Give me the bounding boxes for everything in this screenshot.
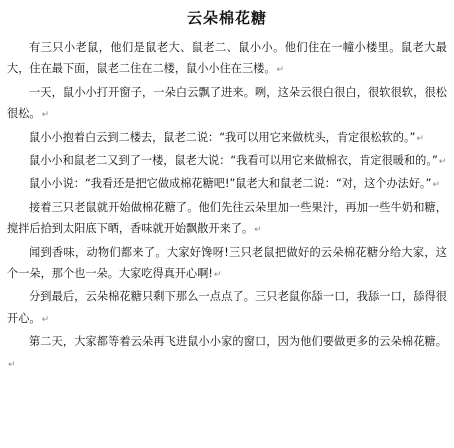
paragraph [7, 242, 447, 287]
paragraph-return-icon: ↵ [416, 133, 424, 144]
paragraph-text: 一天，鼠小小打开窗子，一朵白云飘了进来。咧，这朵云很白很白，很软很软，很松很松。 [7, 85, 447, 121]
paragraph [7, 331, 447, 376]
paragraph-text: 分到最后，云朵棉花糖只剩下那么一点点了。三只老鼠你舔一口，我舔一口，舔得很开心。 [7, 290, 447, 325]
paragraph [7, 286, 447, 331]
paragraph [7, 197, 447, 242]
paragraph-return-icon: ↵ [41, 314, 50, 325]
paragraph-return-icon: ↵ [213, 270, 222, 281]
paragraph [7, 150, 447, 173]
paragraph-return-icon: ↵ [41, 110, 50, 121]
paragraph [7, 37, 447, 82]
paragraph-text: 闻到香味，动物们都来了。大家好馋呀!三只老鼠把做好的云朵棉花糖分给大家，这个一朵，那个也一朵。大家吃得真开心啊! [7, 245, 447, 281]
paragraph-text: 鼠小小说：“我看还是把它做成棉花糖吧!”鼠老大和鼠老二说：“对，这个办法好。” [29, 177, 432, 191]
paragraph-text: 鼠小小和鼠老二又到了一楼，鼠老大说：“我看可以用它来做棉衣，肯定很暖和的。” [29, 154, 438, 168]
paragraph-return-icon: ↵ [438, 157, 447, 168]
paragraph [7, 127, 447, 150]
paragraph-return-icon: ↵ [432, 180, 440, 191]
paragraph-return-icon: ↵ [254, 225, 262, 236]
paragraph-text: 鼠小小抱着白云到二楼去，鼠老二说：“我可以用它来做枕头，肯定很松软的。” [29, 130, 416, 144]
paragraph-text: 有三只小老鼠，他们是鼠老大、鼠老二、鼠小小。他们住在一幢小楼里。鼠老大最大，住在最下面，鼠老二住在二楼，鼠小小住在三楼。 [7, 41, 447, 76]
document-title: 云朵棉花糖 [186, 9, 267, 27]
paragraph [7, 173, 447, 196]
paragraph-return-icon: ↵ [8, 359, 16, 370]
paragraph-text: 接着三只老鼠就开始做棉花糖了。他们先往云朵里加一些果汁，再加一些牛奶和糖，搅拌后拾到太阳底下晒，香味就开始飘散开来了。 [7, 200, 447, 236]
paragraph-text: 第二天，大家都等着云朵再飞进鼠小小家的窗口，因为他们要做更多的云朵棉花糖。 [29, 335, 447, 349]
paragraph-return-icon: ↵ [276, 65, 285, 76]
document-body [7, 37, 447, 376]
paragraph [7, 82, 447, 127]
